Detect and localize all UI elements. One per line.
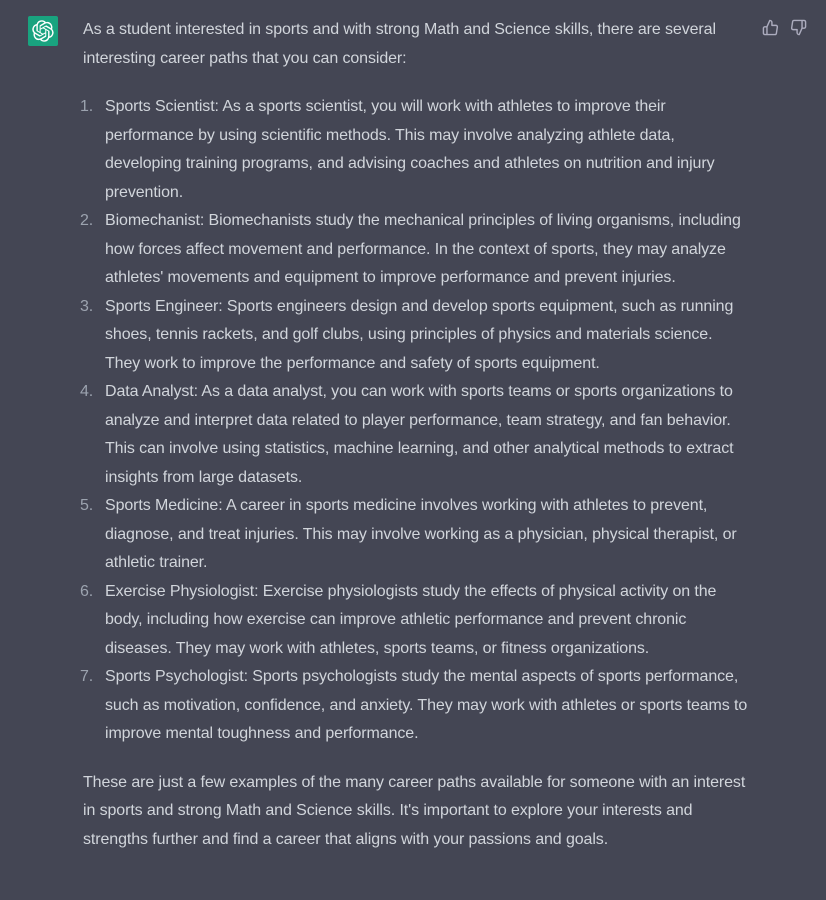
list-item-text: Biomechanist: Biomechanists study the mechanical principles of living organisms, including how forces affect movement and performance. In the context of sports, they may analyze athletes' movements and equipment to improve performance and prevent injuries. (105, 212, 741, 286)
list-number: 5. (80, 497, 94, 514)
list-item (80, 663, 748, 749)
thumbs-down-button[interactable] (788, 17, 808, 37)
list-item-text: Sports Scientist: As a sports scientist, you will work with athletes to improve their performance by using scientific methods. This may involve analyzing athlete data, developing training programs, and advising coaches and athletes on nutrition and injury prevention. (105, 98, 715, 201)
assistant-avatar (28, 16, 58, 46)
list-item-text: Sports Engineer: Sports engineers design and develop sports equipment, such as running shoes, tennis rackets, and golf clubs, using principles of physics and materials science. They work to improve the performance and safety of sports equipment. (105, 297, 734, 372)
list-item-text: Sports Medicine: A career in sports medicine involves working with athletes to prevent, diagnose, and treat injuries. This may involve working as a physician, physical therapist, or athletic trainer. (105, 497, 737, 571)
list-number: 3. (80, 297, 94, 315)
list-number: 1. (80, 98, 94, 115)
list-number: 7. (80, 668, 94, 685)
openai-logo-icon (32, 20, 54, 42)
list-number: 2. (80, 212, 94, 229)
list-item-text: Exercise Physiologist: Exercise physiologists study the effects of physical activity on the body, including how exercise can improve athletic performance and prevent chronic diseases. They may work with athletes, sports teams, or fitness organizations. (105, 582, 717, 657)
thumbs-up-button[interactable] (760, 17, 780, 37)
thumbs-down-icon (790, 19, 807, 36)
list-item (80, 207, 748, 293)
list-number: 4. (80, 383, 94, 400)
feedback-buttons (760, 17, 808, 37)
list-item (80, 492, 748, 578)
message-content (80, 16, 748, 854)
intro-paragraph: As a student interested in sports and with strong Math and Science skills, there are several interesting career paths that you can consider: (83, 21, 716, 67)
list-item (80, 293, 748, 379)
list-item (80, 378, 748, 492)
thumbs-up-icon (762, 19, 779, 36)
list-item-text: Data Analyst: As a data analyst, you can work with sports teams or sports organizations to analyze and interpret data related to player performance, team strategy, and fan behavior. This can involve using statistics, machine learning, and other analytical methods to extract insights from large datasets. (105, 383, 734, 486)
list-item (80, 93, 748, 207)
list-item (80, 578, 748, 664)
conclusion-paragraph: These are just a few examples of the many career paths available for someone with an interest in sports and strong Math and Science skills. It's important to explore your interests and strengths further and find a career that aligns with your passions and goals. (83, 773, 746, 848)
list-number: 6. (80, 582, 94, 600)
list-item-text: Sports Psychologist: Sports psychologists study the mental aspects of sports performance, such as motivation, confidence, and anxiety. They may work with athletes or sports teams to improve mental toughness and performance. (105, 668, 748, 742)
career-list (80, 93, 748, 749)
